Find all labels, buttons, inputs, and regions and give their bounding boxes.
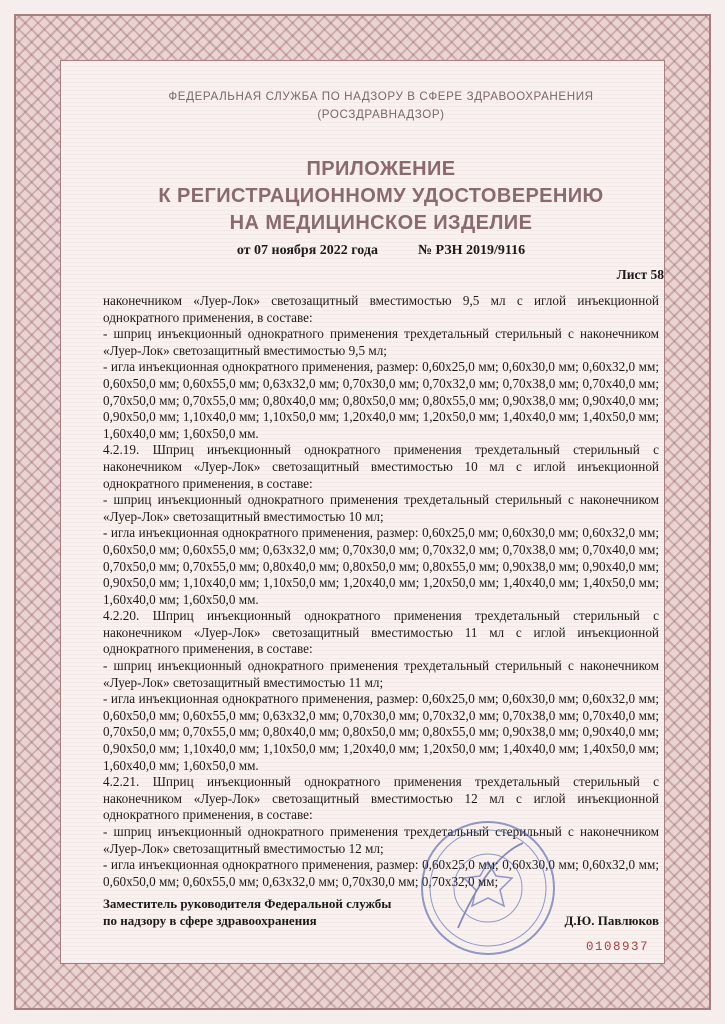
signatory-position: Заместитель руководителя Федеральной службы: [103, 896, 392, 911]
body-paragraph: 4.2.19. Шприц инъекционный однократного применения трехдетальный стерильный с наконечником «Луер-Лок» светозащитный вместимостью 10 мл с иглой инъекционной однократного применения, в составе:: [103, 442, 659, 491]
official-seal-icon: [418, 818, 558, 958]
document-content: [103, 88, 664, 890]
agency-header: [103, 88, 659, 124]
body-paragraph: - игла инъекционная однократного применения, размер: 0,60х25,0 мм; 0,60х30,0 мм; 0,60х32,0 мм; 0,60х50,0 мм; 0,60х55,0 мм; 0,63х32,0 мм; 0,70х30,0 мм; 0,70х32,0 мм; 0,70х38,0 мм; 0,70х40,0 мм; 0,70х50,0 мм; 0,70х55,0 мм; 0,80х40,0 мм; 0,80х50,0 мм; 0,80х55,0 мм; 0,90х38,0 мм; 0,90х40,0 мм; 0,90х50,0 мм; 1,10х40,0 мм; 1,10х50,0 мм; 1,20х40,0 мм; 1,20х50,0 мм; 1,40х40,0 мм; 1,40х50,0 мм; 1,60х40,0 мм; 1,60х50,0 мм.: [103, 359, 659, 441]
body-paragraph: - игла инъекционная однократного применения, размер: 0,60х25,0 мм; 0,60х30,0 мм; 0,60х32,0 мм; 0,60х50,0 мм; 0,60х55,0 мм; 0,63х32,0 мм; 0,70х30,0 мм; 0,70х32,0 мм;: [103, 857, 659, 889]
registration-number: № РЗН 2019/9116: [417, 243, 526, 258]
sheet-number: Лист 58: [616, 267, 664, 282]
agency-abbreviation: (РОСЗДРАВНАДЗОР): [317, 108, 445, 121]
signatory-name: Д.Ю. Павлюков: [564, 913, 659, 928]
body-paragraph: - шприц инъекционный однократного применения трехдетальный стерильный с наконечником «Луер-Лок» светозащитный вместимостью 9,5 мл;: [103, 326, 659, 358]
issue-date: от 07 ноября 2022 года: [236, 243, 378, 258]
body-paragraph: наконечником «Луер-Лок» светозащитный вместимостью 9,5 мл с иглой инъекционной однократного применения, в составе:: [103, 293, 659, 325]
body-paragraph: 4.2.20. Шприц инъекционный однократного применения трехдетальный стерильный с наконечником «Луер-Лок» светозащитный вместимостью 11 мл с иглой инъекционной однократного применения, в составе:: [103, 608, 659, 657]
title-line-2: К РЕГИСТРАЦИОННОМУ УДОСТОВЕРЕНИЮ: [158, 185, 604, 207]
signature-row: [103, 912, 659, 929]
body-paragraph: - шприц инъекционный однократного применения трехдетальный стерильный с наконечником «Луер-Лок» светозащитный вместимостью 12 мл;: [103, 824, 659, 856]
signatory-position-cont: по надзору в сфере здравоохранения: [103, 913, 317, 928]
body-paragraph: 4.2.21. Шприц инъекционный однократного применения трехдетальный стерильный с наконечником «Луер-Лок» светозащитный вместимостью 12 мл с иглой инъекционной однократного применения, в составе:: [103, 774, 659, 823]
title-line-3: НА МЕДИЦИНСКОЕ ИЗДЕЛИЕ: [229, 212, 533, 234]
body-text: [103, 293, 659, 890]
body-paragraph: - игла инъекционная однократного применения, размер: 0,60х25,0 мм; 0,60х30,0 мм; 0,60х32,0 мм; 0,60х50,0 мм; 0,60х55,0 мм; 0,63х32,0 мм; 0,70х30,0 мм; 0,70х32,0 мм; 0,70х38,0 мм; 0,70х40,0 мм; 0,70х50,0 мм; 0,70х55,0 мм; 0,80х40,0 мм; 0,80х50,0 мм; 0,80х55,0 мм; 0,90х38,0 мм; 0,90х40,0 мм; 0,90х50,0 мм; 1,10х40,0 мм; 1,10х50,0 мм; 1,20х40,0 мм; 1,20х50,0 мм; 1,40х40,0 мм; 1,40х50,0 мм; 1,60х40,0 мм; 1,60х50,0 мм.: [103, 525, 659, 607]
serial-number: 0108937: [585, 940, 649, 954]
document-title: [103, 156, 659, 237]
body-paragraph: - игла инъекционная однократного применения, размер: 0,60х25,0 мм; 0,60х30,0 мм; 0,60х32,0 мм; 0,60х50,0 мм; 0,60х55,0 мм; 0,63х32,0 мм; 0,70х30,0 мм; 0,70х32,0 мм; 0,70х38,0 мм; 0,70х40,0 мм; 0,70х50,0 мм; 0,70х55,0 мм; 0,80х40,0 мм; 0,80х50,0 мм; 0,80х55,0 мм; 0,90х38,0 мм; 0,90х40,0 мм; 0,90х50,0 мм; 1,10х40,0 мм; 1,10х50,0 мм; 1,20х40,0 мм; 1,20х50,0 мм; 1,40х40,0 мм; 1,40х50,0 мм; 1,60х40,0 мм; 1,60х50,0 мм.: [103, 691, 659, 773]
body-paragraph: - шприц инъекционный однократного применения трехдетальный стерильный с наконечником «Луер-Лок» светозащитный вместимостью 10 мл;: [103, 492, 659, 524]
body-paragraph: - шприц инъекционный однократного применения трехдетальный стерильный с наконечником «Луер-Лок» светозащитный вместимостью 11 мл;: [103, 658, 659, 690]
document-meta: [103, 243, 659, 259]
title-line-1: ПРИЛОЖЕНИЕ: [306, 158, 456, 180]
agency-name: ФЕДЕРАЛЬНАЯ СЛУЖБА ПО НАДЗОРУ В СФЕРЕ ЗДРАВООХРАНЕНИЯ: [168, 90, 594, 103]
signature-block: [103, 895, 659, 929]
